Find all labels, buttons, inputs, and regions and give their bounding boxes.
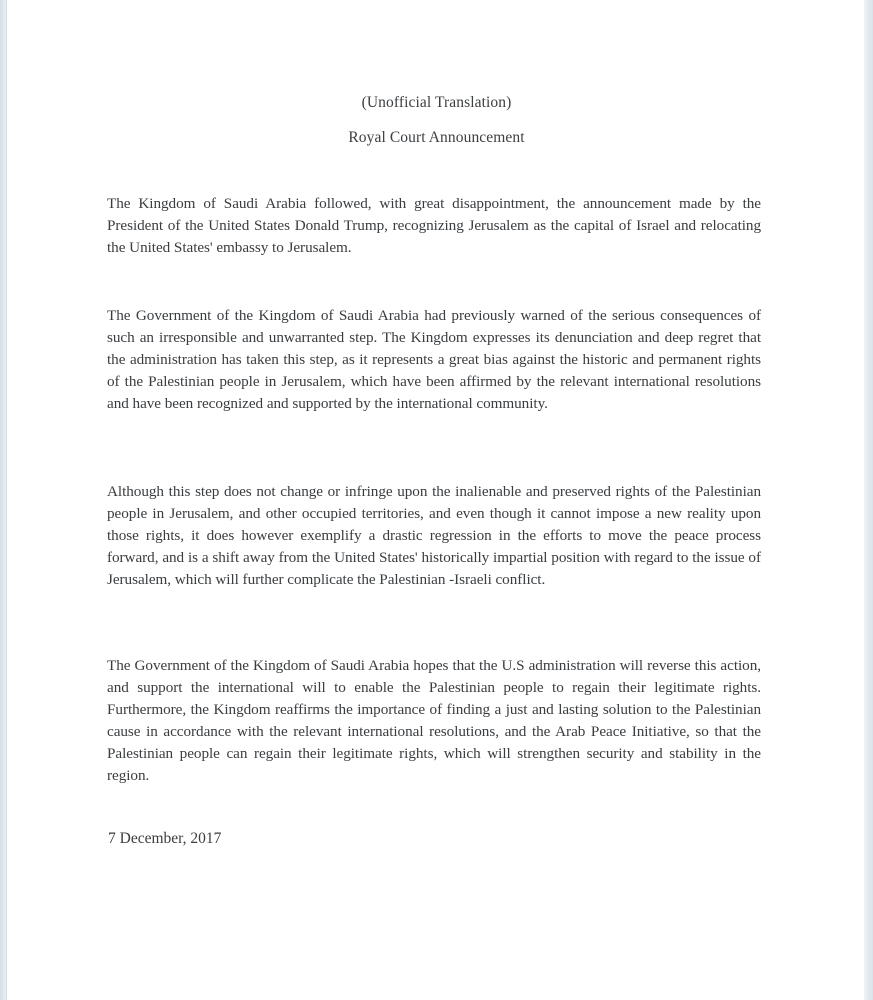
paragraph-1: The Kingdom of Saudi Arabia followed, with great disappointment, the announcement made by the President of the United States Donald Trump, recognizing Jerusalem as the capital of Israel and relocating the United States' embassy to Jerusalem. (107, 195, 761, 256)
paragraph-2: The Government of the Kingdom of Saudi Arabia had previously warned of the serious consequences of such an irresponsible and unwarranted step. The Kingdom expresses its denunciation and deep regret that the administration has taken this step, as it represents a great bias against the historic and permanent rights of the Palestinian people in Jerusalem, which have been affirmed by the relevant international resolutions and have been recognized and supported by the international community. (107, 307, 761, 412)
document-title: Royal Court Announcement (348, 129, 525, 146)
document-date: 7 December, 2017 (108, 830, 222, 847)
paragraph-3: Although this step does not change or infringe upon the inalienable and preserved rights of the Palestinian people in Jerusalem, and other occupied territories, and even though it cannot impose a new reality upon those rights, it does however exemplify a drastic regression in the efforts to move the peace process forward, and is a shift away from the United States' historically impartial position with regard to the issue of Jerusalem, which will further complicate the Palestinian -Israeli conflict. (107, 483, 761, 588)
document-subtitle: (Unofficial Translation) (361, 94, 512, 111)
paragraph-4: The Government of the Kingdom of Saudi Arabia hopes that the U.S administration will reverse this action, and support the international will to enable the Palestinian people to regain their legitimate rights. Furthermore, the Kingdom reaffirms the importance of finding a just and lasting solution to the Palestinian cause in accordance with the relevant international resolutions, and the Arab Peace Initiative, so that the Palestinian people can regain their legitimate rights, which will strengthen security and stability in the region. (107, 657, 761, 784)
page-right-edge (864, 0, 873, 1000)
